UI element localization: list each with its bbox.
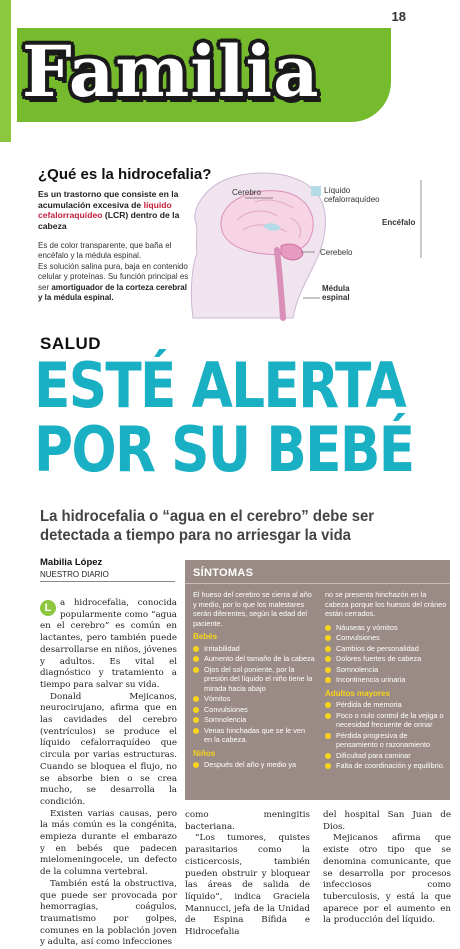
section-kicker: SALUD [40, 334, 102, 353]
list-item: Vómitos [193, 694, 315, 704]
subheadline: La hidrocefalia o “agua en el cerebro” debe ser detectada a tiempo para no arriesgar la vida [40, 508, 375, 544]
section-color-bar [0, 0, 11, 142]
masthead-title: Familia [22, 30, 320, 113]
list-item: Convulsiones [325, 633, 447, 643]
infographic-body-2: Es solución salina pura, baja en contenido celular y proteínas. Su función principal es ser amortiguador de la corteza cerebral y la médula espinal. [38, 261, 189, 302]
list-item: Falta de coordinación y equilibrio. [325, 761, 447, 771]
list-item: Convulsiones [193, 705, 315, 715]
byline-outlet: NUESTRO DIARIO [40, 570, 109, 579]
sidebar-heading-bebes: Bebés [193, 632, 218, 641]
list-item: Dolores fuertes de cabeza [325, 654, 447, 664]
legend-swatch-lcr [311, 186, 321, 196]
sidebar-heading-adultos: Adultos mayores [325, 688, 390, 698]
paragraph: como meningitis bacteriana. [185, 810, 310, 832]
paragraph: a hidrocefalia, conocida popularmente como “agua en el cerebro” es común en lactantes, pero también puede desarrollarse en niños, jóvenes y adultos. Es vital el diagnóstico y tratamiento a tiempo para salvar su vida. [40, 598, 177, 690]
page-number: 18 [391, 9, 406, 24]
list-item: Venas hinchadas que se le ven en la cabeza. [193, 726, 315, 745]
sidebar-divider [185, 583, 450, 584]
sidebar-heading-ninos: Niños [193, 748, 216, 758]
paragraph: Donald Mejicanos, neurocirujano, afirma que en las cavidades del cerebro (ventrículos) se produce el líquido cefalorraquídeo que circula por varias estructuras. Cuando se bloquea el flujo, no se absorbe bien o se crea mucho, se desarrolla la condición. [40, 691, 177, 807]
headline-line-1: ESTÉ ALERTA [34, 349, 406, 422]
sidebar-ninos-continued: no se presenta hinchazón en la cabeza porque los huesos del cráneo están cerrados. [325, 590, 447, 618]
article-column-1 [40, 598, 177, 949]
paragraph: Mejicanos afirma que existe otro tipo que se denomina comunicante, que se desarrolla por procesos infecciosos como tuberculosis, y está la que aparece por el aumento en la producción del líquido. [323, 833, 451, 926]
paragraph: También está la obstructiva, que puede ser provocada por hemorragias, coágulos, traumatismo por golpes, comunes en la población joven y adulta, así como infecciones [40, 878, 177, 948]
list-item: Dificultad para caminar [325, 751, 447, 761]
editor-credit: EDITORA: LLEZICA XOT. llezica.xot@nuestrodiario.com.gt [60, 127, 283, 136]
list-item: Cambios de personalidad [325, 644, 447, 654]
sidebar-column-right [325, 590, 447, 772]
article-column-3 [323, 810, 451, 927]
list-item: Irritabilidad [193, 644, 315, 654]
list-item: Náuseas y vómitos [325, 623, 447, 633]
infographic-title: ¿Qué es la hidrocefalia? [38, 166, 212, 183]
sidebar-column-left [193, 590, 315, 771]
label-cerebro: Cerebro [232, 188, 261, 197]
symptom-list-ninos-more [325, 623, 447, 685]
paragraph: Existen varias causas, pero la más común es la congénita, empieza durante el embarazo y en bebés que padecen mielomeningocele, un defecto de la columna vertebral. [40, 808, 177, 878]
byline-divider [40, 581, 175, 582]
infographic-body-1: Es de color transparente, que baña el encéfalo y la médula espinal. [38, 241, 172, 261]
definition-highlight: líquido cefalorraquídeo [38, 199, 172, 221]
list-item: Después del año y medio ya [193, 760, 315, 770]
article-column-2 [185, 810, 310, 939]
label-medula: Médula espinal [322, 284, 350, 302]
headline-line-2: POR SU BEBÉ [34, 413, 414, 486]
list-item: Ojos del sol poniente, por la presión del líquido el niño tiene la mirada hacia abajo [193, 665, 315, 694]
infographic-definition: Es un trastorno que consiste en la acumulación excesiva de líquido cefalorraquídeo (LCR) dentro de la cabeza [38, 189, 180, 232]
list-item: Aumento del tamaño de la cabeza [193, 654, 315, 664]
symptoms-sidebar [185, 560, 450, 800]
label-encefalo: Encéfalo [382, 218, 416, 227]
paragraph: “Los tumores, quistes parasitarios como la cisticercosis, también pueden obstruir y bloquear las áreas de salida de líquido”, indica Graciela Mannucci, jefa de la Unidad de Espina Bífida e Hidrocefalia [185, 833, 310, 938]
infographic-body [38, 241, 192, 303]
list-item: Pérdida progresiva de pensamiento o razonamiento [325, 731, 447, 750]
paragraph: del hospital San Juan de Dios. [323, 810, 451, 832]
list-item: Pérdida de memoria [325, 700, 447, 710]
label-liquido: Líquido cefalorraquídeo [324, 186, 380, 204]
sidebar-title: SÍNTOMAS [193, 567, 254, 579]
list-item: Somnolencia [193, 715, 315, 725]
list-item: Incontinencia urinaria [325, 675, 447, 685]
symptom-list-ninos [193, 760, 315, 770]
dropcap: L [40, 600, 56, 616]
byline-author: Mabilia López [40, 557, 103, 568]
list-item: Somnolencia [325, 665, 447, 675]
list-item: Poco o nulo control de la vejiga o necesidad frecuente de orinar [325, 711, 447, 730]
sidebar-intro: El hueso del cerebro se cierra al año y medio, por lo que los malestares serán diferentes, según la edad del paciente. [193, 590, 312, 628]
symptom-list-bebes [193, 644, 315, 745]
label-cerebelo: Cerebelo [320, 248, 353, 257]
symptom-list-adultos [325, 700, 447, 771]
headline [34, 349, 414, 486]
